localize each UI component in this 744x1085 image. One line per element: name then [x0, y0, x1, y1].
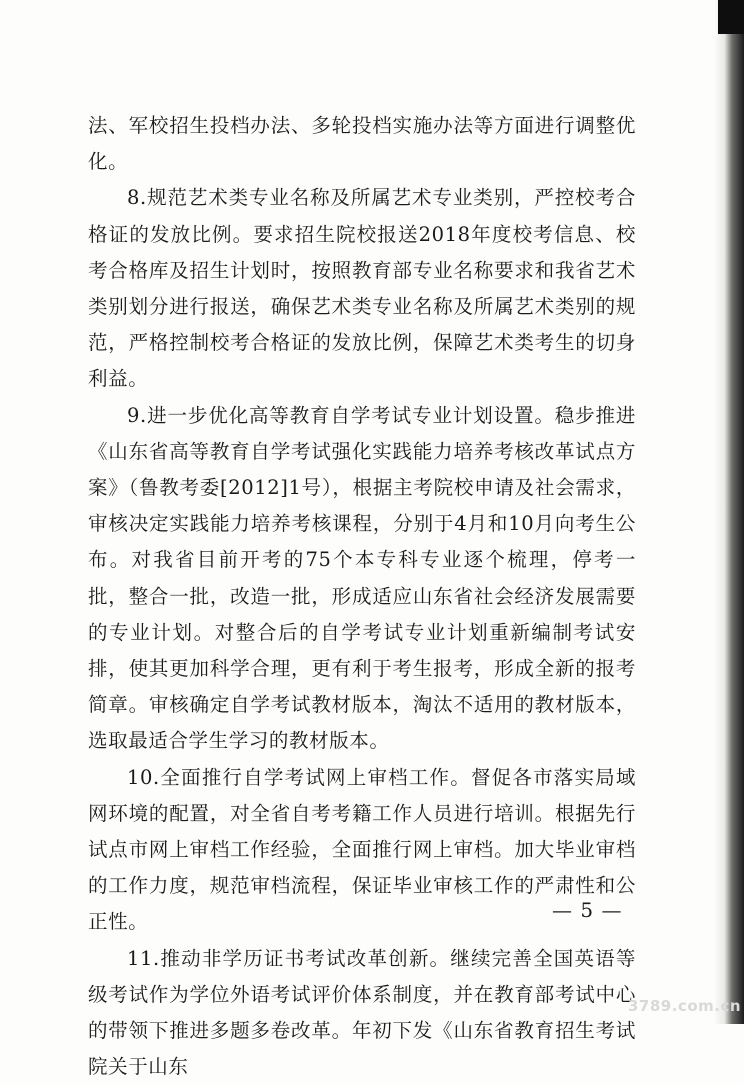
paragraph-9-self-study-plan: 9.进一步优化高等教育自学考试专业计划设置。稳步推进《山东省高等教育自学考试强化实践能力培养考核改革试点方案》（鲁教考委[2012]1号），根据主考院校申请及社会需求，审核决定实践能力培养考核课程，分别于4月和10月向考生公布。对我省目前开考的75个本专科专业逐个梳理，停考一批，整合一批，改造一批，形成适应山东省社会经济发展需要的专业计划。对整合后的自学考试专业计划重新编制考试安排，使其更加科学合理，更有利于考生报考，形成全新的报考简章。审核确定自学考试教材版本，淘汰不适用的教材版本，选取最适合学生学习的教材版本。: [88, 403, 636, 753]
watermark: 3789.com.cn: [628, 997, 742, 1015]
paragraph-8-art-majors: 8.规范艺术类专业名称及所属艺术专业类别，严控校考合格证的发放比例。要求招生院校报送2018年度校考信息、校考合格库及招生计划时，按照教育部专业名称要求和我省艺术类别划分进行报送，确保艺术类专业名称及所属艺术类别的规范，严格控制校考合格证的发放比例，保障艺术类考生的切身利益。: [88, 186, 636, 391]
scan-edge: [714, 0, 744, 1024]
page-number: — 5 —: [552, 898, 623, 922]
paragraph-10-online-review: 10.全面推行自学考试网上审档工作。督促各市落实局域网环境的配置，对全省自考考籍工作人员进行培训。根据先行试点市网上审档工作经验，全面推行网上审档。加大毕业审档的工作力度，规范审档流程，保证毕业审核工作的严肃性和公正性。: [88, 765, 636, 934]
paragraph-continuation: 法、军校招生投档办法、多轮投档实施办法等方面进行调整优化。: [88, 114, 636, 174]
document-body: [88, 108, 636, 1085]
scan-corner: [718, 0, 744, 34]
paragraph-11-non-degree-exams: 11.推动非学历证书考试改革创新。继续完善全国英语等级考试作为学位外语考试评价体系制度，并在教育部考试中心的带领下推进多题多卷改革。年初下发《山东省教育招生考试院关于山东: [88, 946, 636, 1079]
